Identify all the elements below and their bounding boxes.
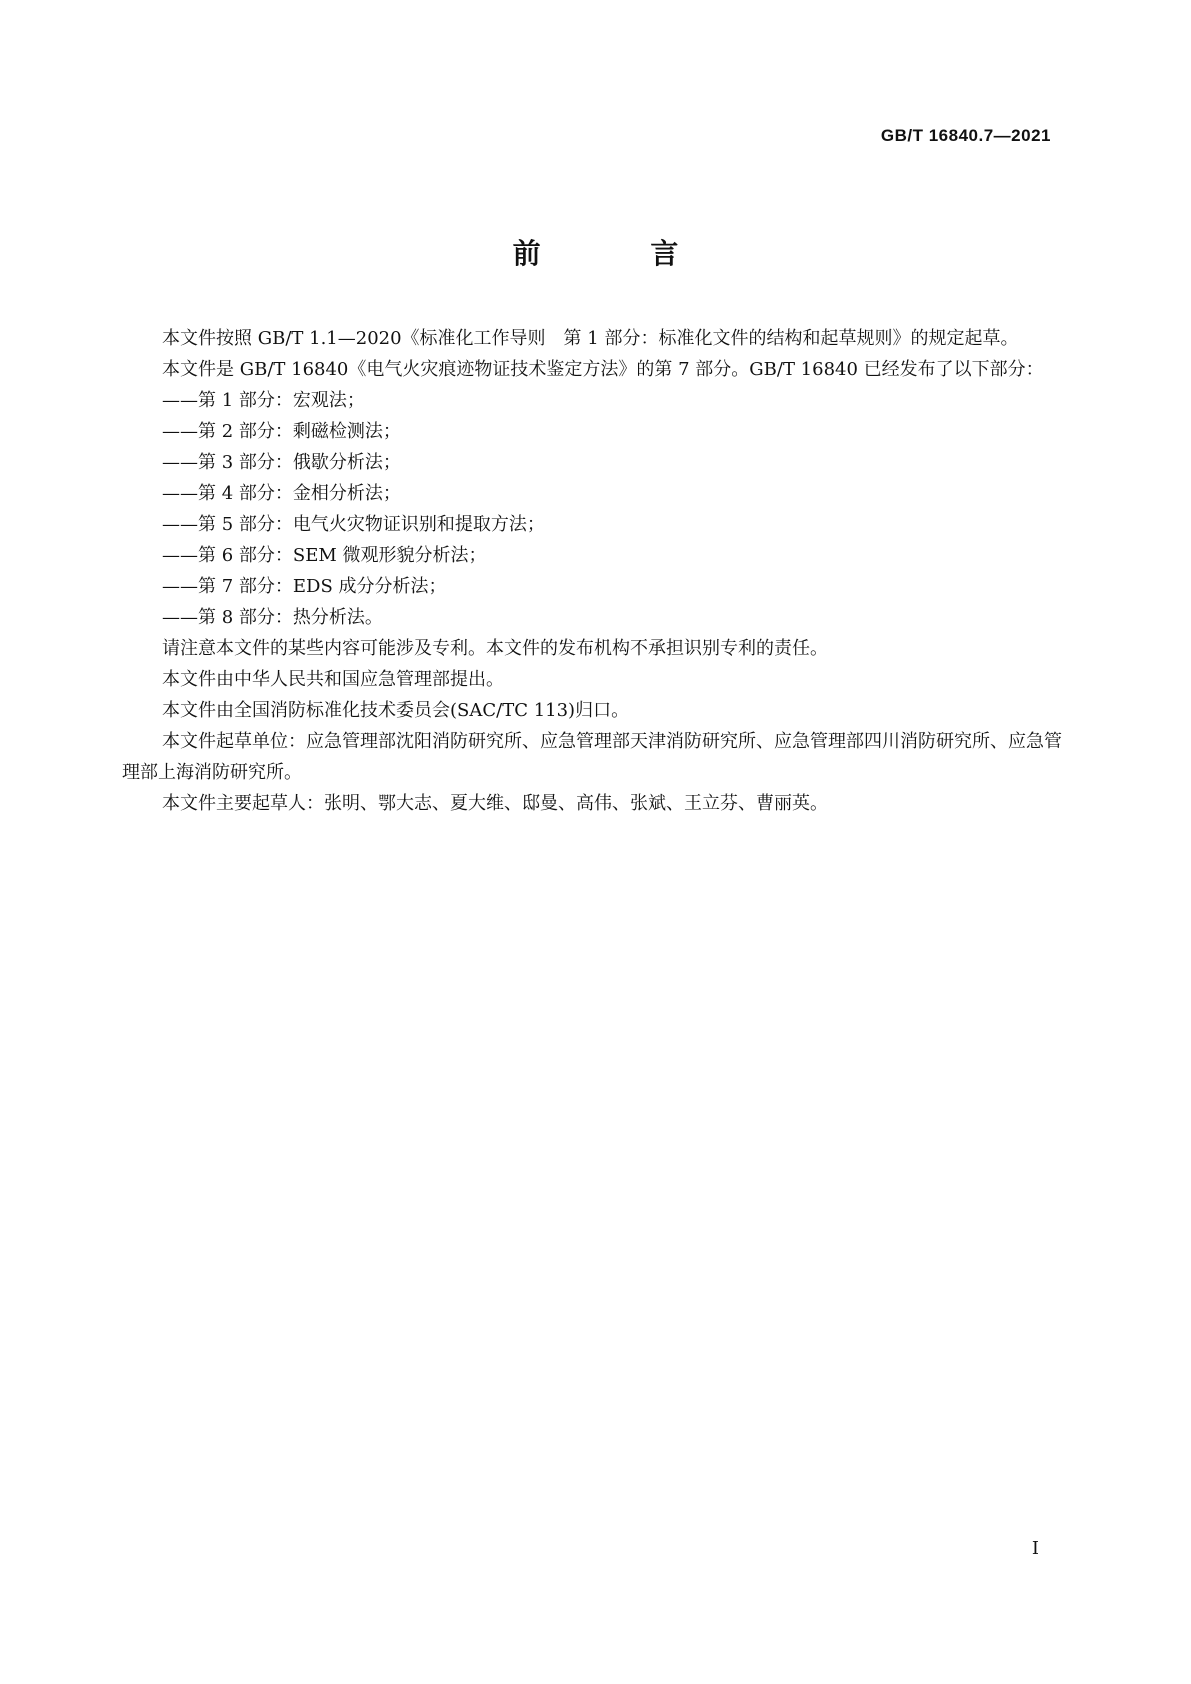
list-item: ——第 8 部分：热分析法。 [162, 607, 383, 628]
paragraph-series-intro: 本文件是 GB/T 16840《电气火灾痕迹物证技术鉴定方法》的第 7 部分。GB/T 16840 已经发布了以下部分： [162, 359, 1044, 380]
paragraph-drafting-units: 本文件起草单位：应急管理部沈阳消防研究所、应急管理部天津消防研究所、应急管理部四川消防研究所、应急管理部上海消防研究所。 [122, 731, 1062, 783]
list-item: ——第 3 部分：俄歇分析法； [162, 452, 401, 473]
page-title: 前 言 [512, 237, 729, 270]
paragraph-administrator: 本文件由全国消防标准化技术委员会(SAC/TC 113)归口。 [162, 700, 630, 721]
paragraph-drafters: 本文件主要起草人：张明、鄂大志、夏大维、邸曼、高伟、张斌、王立芬、曹丽英。 [162, 793, 828, 814]
paragraph-drafting-rules: 本文件按照 GB/T 1.1—2020《标准化工作导则 第 1 部分：标准化文件的结构和起草规则》的规定起草。 [162, 328, 1019, 349]
list-item: ——第 6 部分：SEM 微观形貌分析法； [162, 545, 487, 566]
standard-code: GB/T 16840.7—2021 [880, 126, 1051, 145]
list-item: ——第 7 部分：EDS 成分分析法； [162, 576, 447, 597]
foreword-body [122, 323, 1062, 819]
paragraph-patent-notice: 请注意本文件的某些内容可能涉及专利。本文件的发布机构不承担识别专利的责任。 [162, 638, 828, 659]
list-item: ——第 2 部分：剩磁检测法； [162, 421, 401, 442]
list-item: ——第 4 部分：金相分析法； [162, 483, 401, 504]
page-number: I [1031, 1538, 1039, 1559]
list-item: ——第 1 部分：宏观法； [162, 390, 365, 411]
paragraph-proposer: 本文件由中华人民共和国应急管理部提出。 [162, 669, 504, 690]
list-item: ——第 5 部分：电气火灾物证识别和提取方法； [162, 514, 545, 535]
